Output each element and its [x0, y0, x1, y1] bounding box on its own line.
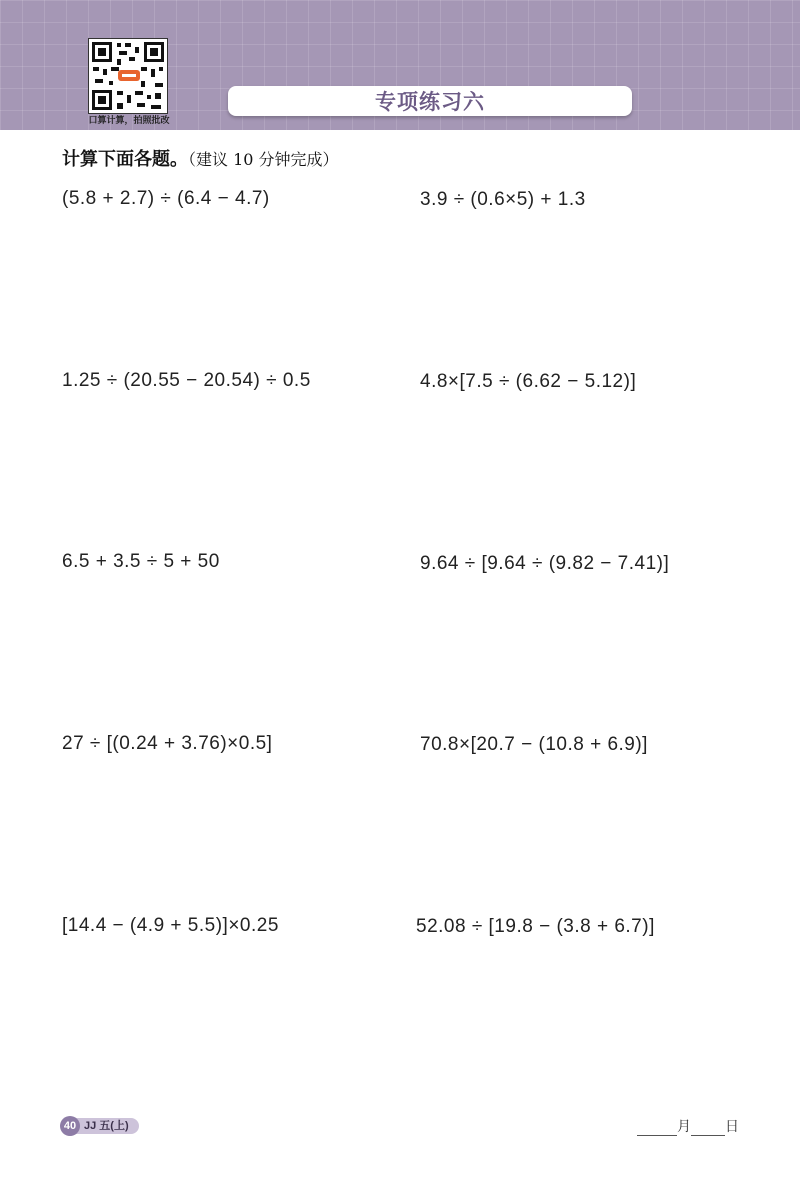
instruction-main: 计算下面各题。	[62, 149, 188, 169]
problem-9: [14.4 − (4.9 + 5.5)]×0.25	[62, 915, 279, 936]
instruction	[62, 145, 339, 171]
problem-7: 27 ÷ [(0.24 + 3.76)×0.5]	[62, 733, 273, 754]
month-blank[interactable]	[637, 1119, 677, 1136]
problem-6: 9.64 ÷ [9.64 ÷ (9.82 − 7.41)]	[420, 553, 670, 574]
date-field	[637, 1116, 739, 1136]
page-title: 专项练习六	[375, 91, 485, 114]
header-banner	[0, 0, 800, 130]
problem-5: 6.5 + 3.5 ÷ 5 + 50	[62, 551, 220, 572]
problem-2: 3.9 ÷ (0.6×5) + 1.3	[420, 189, 586, 210]
page-badge	[60, 1116, 139, 1136]
day-label: 日	[725, 1118, 739, 1134]
problem-1: (5.8 + 2.7) ÷ (6.4 − 4.7)	[62, 188, 270, 209]
problem-4: 4.8×[7.5 ÷ (6.62 − 5.12)]	[420, 371, 637, 392]
problem-8: 70.8×[20.7 − (10.8 + 6.9)]	[420, 734, 648, 755]
grade-tag: JJ 五(上)	[72, 1118, 139, 1134]
title-bar	[228, 86, 632, 116]
qr-caption: 口算计算，拍照批改	[88, 115, 170, 125]
problem-3: 1.25 ÷ (20.55 − 20.54) ÷ 0.5	[62, 370, 311, 391]
month-label: 月	[677, 1118, 691, 1134]
problem-10: 52.08 ÷ [19.8 − (3.8 + 6.7)]	[416, 916, 655, 937]
qr-code-icon[interactable]	[88, 38, 168, 114]
instruction-note: （建议 10 分钟完成）	[188, 150, 339, 169]
page-number: 40	[60, 1116, 80, 1136]
day-blank[interactable]	[691, 1119, 725, 1136]
